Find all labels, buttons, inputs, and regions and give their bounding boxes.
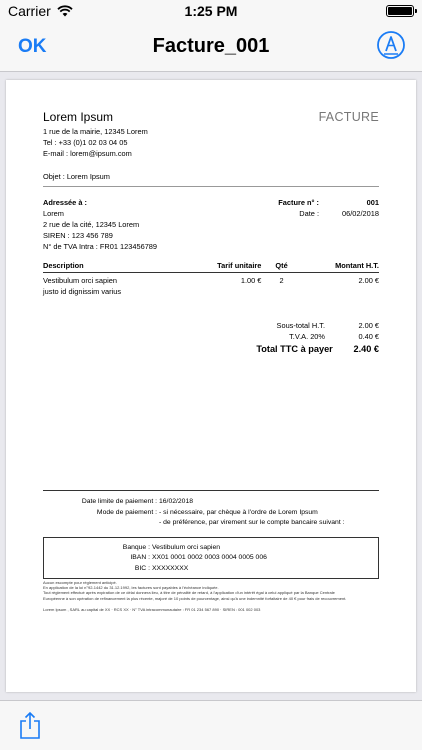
- subtotal-value: 2.00 €: [358, 321, 379, 330]
- iban-value: XX01 0001 0002 0003 0004 0005 006: [152, 554, 267, 561]
- payment-mode-row-2: [43, 518, 379, 529]
- payment-deadline-row: [43, 497, 379, 508]
- bic-label: BIC :: [134, 564, 150, 572]
- carrier-label: Carrier: [8, 3, 51, 19]
- billing-heading: Adressée à :: [43, 198, 87, 207]
- bank-name: Vestibulum orci sapien: [152, 543, 221, 551]
- invoice-date: 06/02/2018: [342, 209, 379, 218]
- bic-value: XXXXXXXX: [152, 564, 189, 572]
- payment-mode-transfer: - de préférence, par virement sur le compte bancaire suivant :: [159, 519, 345, 526]
- invoice-date-row: [274, 208, 379, 219]
- invoice-number-label: Facture n° :: [278, 198, 319, 207]
- document-title: Facture_001: [152, 35, 270, 57]
- document-type: FACTURE: [318, 110, 379, 124]
- share-icon[interactable]: [19, 711, 41, 739]
- bank-row: [44, 543, 378, 554]
- ok-button[interactable]: OK: [18, 36, 47, 57]
- company-phone: Tel : +33 (0)1 02 03 04 05: [43, 138, 128, 147]
- line-items-table: [43, 260, 379, 297]
- total-value: 2.40 €: [353, 344, 379, 354]
- billing-street: 2 rue de la cité, 12345 Lorem: [43, 220, 140, 229]
- billing-address: [43, 197, 157, 252]
- legal-line-1: Aucun escompte pour règlement anticipé.: [43, 580, 117, 585]
- iban-row: [44, 553, 378, 564]
- legal-line-4: Européenne à son opération de refinancement la plus récente, majoré de 10 points de pourcentage, ainsi qu'à une indemnité forfaitaire de 40 € pour frais de recouvrement.: [43, 595, 347, 601]
- invoice-date-label: Date :: [299, 209, 319, 218]
- bank-label: Banque :: [122, 543, 150, 551]
- table-row: [43, 273, 379, 298]
- table-header-row: [43, 260, 379, 273]
- status-bar: [0, 0, 422, 22]
- navigation-bar: [0, 22, 422, 72]
- markup-pen-icon[interactable]: [376, 30, 406, 60]
- column-header-quantity: Qté: [261, 260, 301, 273]
- bottom-toolbar: [0, 700, 422, 750]
- subtotal-row: [223, 320, 379, 331]
- line-description-2: justo id dignissim varius: [43, 287, 122, 296]
- invoice-page: [6, 80, 416, 692]
- company-email: E-mail : lorem@ipsum.com: [43, 149, 132, 158]
- column-header-unit-price: Tarif unitaire: [194, 260, 261, 273]
- line-description: [43, 273, 194, 298]
- legal-notice: [43, 580, 379, 612]
- invoice-meta: [274, 197, 379, 252]
- billing-siren: SIREN : 123 456 789: [43, 231, 113, 240]
- payment-mode-label: Mode de paiement :: [96, 508, 157, 516]
- battery-icon: [386, 5, 414, 17]
- tva-row: [223, 331, 379, 342]
- line-description-1: Vestibulum orci sapien: [43, 276, 117, 285]
- company-address: 1 rue de la mairie, 12345 Lorem: [43, 127, 148, 136]
- line-amount: 2.00 €: [358, 276, 379, 285]
- bic-row: [44, 564, 378, 575]
- invoice-subject: Objet : Lorem Ipsum: [43, 171, 379, 187]
- payment-section: [43, 490, 379, 579]
- bank-details-box: [43, 537, 379, 580]
- company-name: Lorem Ipsum: [43, 110, 114, 124]
- clock: 1:25 PM: [184, 3, 238, 19]
- payment-mode-row: [43, 508, 379, 519]
- legal-line-2: En application de la loi n°92-1442 du 31.12.1992, les factures sont payables à l'échéance indiquée.: [43, 585, 219, 591]
- total-label: Total TTC à payer: [256, 344, 333, 354]
- address-section: [43, 197, 379, 252]
- tva-value: 0.40 €: [358, 332, 379, 341]
- line-unit-price: 1.00 €: [240, 276, 262, 285]
- invoice-content: [43, 110, 379, 612]
- payment-deadline-label: Date limite de paiement :: [81, 498, 157, 505]
- invoice-number: 001: [366, 198, 379, 207]
- payment-deadline: 16/02/2018: [159, 498, 194, 505]
- totals-section: [223, 320, 379, 356]
- subtotal-label: Sous-total H.T.: [276, 321, 325, 330]
- tva-label: T.V.A. 20%: [289, 332, 325, 341]
- iban-label: IBAN :: [130, 554, 150, 561]
- billing-name: Lorem: [43, 209, 64, 218]
- line-quantity: 2: [279, 276, 284, 285]
- total-row: [223, 343, 379, 356]
- invoice-number-row: [274, 197, 379, 208]
- legal-line-3: Tout règlement effectué après expiration de ce délai donnera lieu, à titre de pénalité de retard, à l'application d'un intérêt égal à celui appliqué par la Banque Centrale: [43, 590, 335, 596]
- payment-mode-check: - si nécessaire, par chèque à l'ordre de Lorem Ipsum: [159, 508, 318, 516]
- company-legal-footer: Lorem Ipsum , SARL au capital de XX · RCS XX · N° TVA intracommunautaire : FR 01 234 567 890 · SIREN : 001 002 003: [43, 606, 261, 612]
- column-header-amount: Montant H.T.: [302, 260, 379, 273]
- billing-tva: N° de TVA Intra : FR01 123456789: [43, 242, 158, 251]
- column-header-description: Description: [43, 260, 194, 273]
